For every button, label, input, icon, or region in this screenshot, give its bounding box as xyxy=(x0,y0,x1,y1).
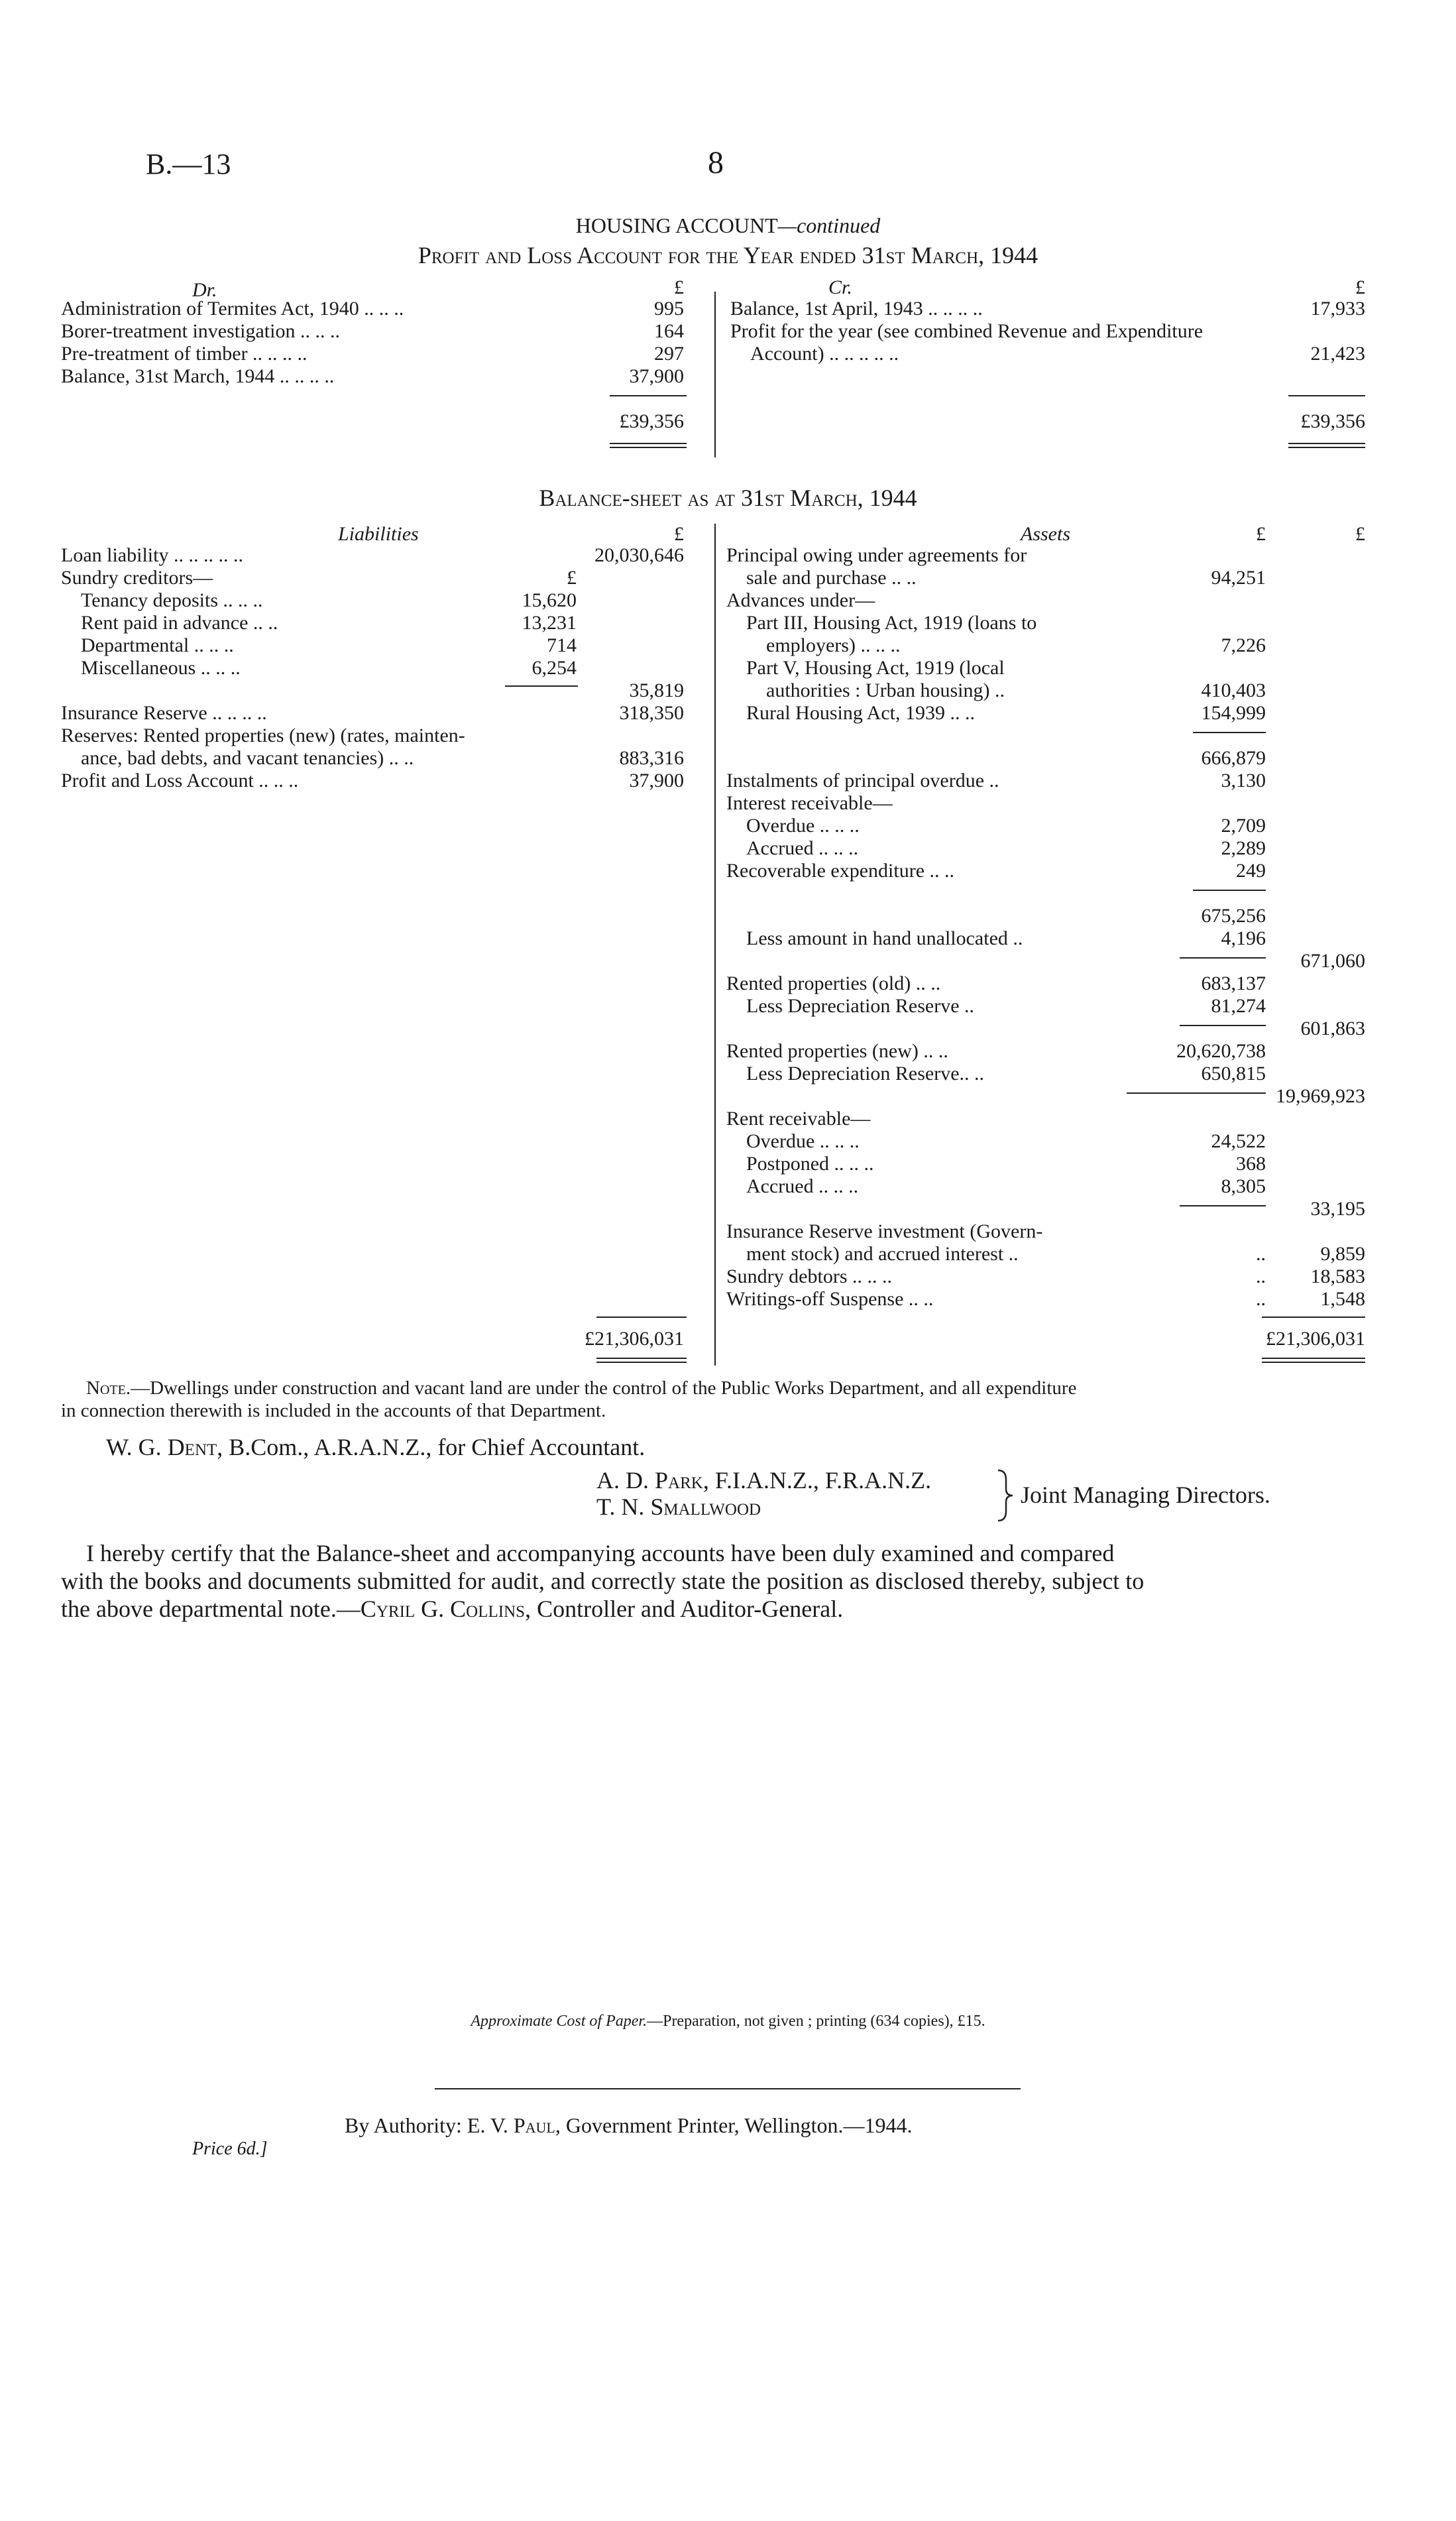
asset-label: Less Depreciation Reserve.. .. xyxy=(746,1063,985,1085)
cr-row-label: Account) .. .. .. .. .. xyxy=(750,343,899,365)
asset-label: Rent receivable— xyxy=(726,1108,871,1130)
joint-managing-directors: Joint Managing Directors. xyxy=(1021,1482,1270,1508)
liability-sub: 714 xyxy=(547,634,577,656)
certificate-line-2: with the books and documents submitted for audit, and correctly state the position as disclosed thereby, subject to xyxy=(61,1568,1145,1594)
assets-sub-currency: £ xyxy=(1256,523,1266,545)
asset-sub: 94,251 xyxy=(1211,567,1266,589)
liability-label: Sundry creditors— xyxy=(61,567,213,589)
liability-label: ance, bad debts, and vacant tenancies) .. .. xyxy=(81,747,414,769)
advances-rule xyxy=(1193,732,1266,733)
balance-sheet-title: Balance-sheet as at 31st March, 1944 xyxy=(539,485,917,511)
certificate-line-1: I hereby certify that the Balance-sheet and accompanying accounts have been duly examined and compared xyxy=(86,1540,1115,1566)
liability-label: Insurance Reserve .. .. .. .. xyxy=(61,702,267,724)
dr-row-value: 164 xyxy=(654,320,684,342)
dr-row-value: 995 xyxy=(654,298,684,320)
asset-value: 9,859 xyxy=(1320,1243,1365,1265)
asset-label: employers) .. .. .. xyxy=(766,634,901,656)
certificate-line-3: the above departmental note.—Cyril G. Collins, Controller and Auditor-General. xyxy=(61,1596,844,1622)
liab-total-rule xyxy=(596,1317,687,1318)
dr-subtotal-rule xyxy=(610,395,687,396)
asset-label: Accrued .. .. .. xyxy=(746,837,859,859)
price: Price 6d.] xyxy=(192,2139,268,2159)
asset-label: Instalments of principal overdue .. xyxy=(726,770,999,791)
dr-currency: £ xyxy=(674,276,684,298)
liability-value: 318,350 xyxy=(619,702,684,724)
document-reference: B.—13 xyxy=(146,148,231,180)
asset-label: ment stock) and accrued interest .. xyxy=(746,1243,1019,1265)
asset-label: Less Depreciation Reserve .. xyxy=(746,995,975,1017)
asset-label: Part III, Housing Act, 1919 (loans to xyxy=(746,612,1037,634)
liability-sub: 15,620 xyxy=(522,589,577,611)
asset-label: Rural Housing Act, 1939 .. .. xyxy=(746,702,975,724)
asset-value: 671,060 xyxy=(1300,950,1365,972)
note-line-1: Note.—Dwellings under construction and vacant land are under the control of the Public Works Department, and all expenditure xyxy=(86,1378,1077,1399)
cr-label: Cr. xyxy=(828,276,852,298)
dr-row-label: Balance, 31st March, 1944 .. .. .. .. xyxy=(61,365,335,387)
cr-total: £39,356 xyxy=(1300,410,1365,432)
asset-value: 19,969,923 xyxy=(1276,1085,1365,1107)
asset-sub: 81,274 xyxy=(1211,995,1266,1017)
liability-label: Rent paid in advance .. .. xyxy=(81,612,278,634)
page-number: 8 xyxy=(708,145,724,180)
asset-value: 601,863 xyxy=(1300,1018,1365,1039)
director-1-signature: A. D. Park, F.I.A.N.Z., F.R.A.N.Z. xyxy=(596,1467,932,1494)
cr-total-double-rule xyxy=(1288,443,1365,448)
liability-label: Miscellaneous .. .. .. xyxy=(81,657,241,679)
liabilities-total: £21,306,031 xyxy=(585,1328,684,1350)
dr-row-label: Administration of Termites Act, 1940 .. .. .. xyxy=(61,298,404,320)
dr-row-value: 37,900 xyxy=(629,365,684,387)
dr-total-double-rule xyxy=(610,443,687,448)
liability-value: 37,900 xyxy=(629,770,684,791)
cr-row-label: Balance, 1st April, 1943 .. .. .. .. xyxy=(730,298,983,320)
new-properties-rule xyxy=(1127,1092,1266,1094)
asset-label: Interest receivable— xyxy=(726,792,893,814)
asset-sub: 410,403 xyxy=(1201,679,1266,701)
note-line-2: in connection therewith is included in the accounts of that Department. xyxy=(61,1400,606,1421)
printer-authority: By Authority: E. V. Paul, Government Printer, Wellington.—1944. xyxy=(345,2113,913,2137)
assets-currency: £ xyxy=(1355,523,1365,545)
liability-value: 883,316 xyxy=(619,747,684,769)
liability-sub: 13,231 xyxy=(522,612,577,634)
asset-sub: 20,620,738 xyxy=(1176,1040,1266,1062)
rent-receivable-rule xyxy=(1180,1205,1266,1206)
liability-label: Reserves: Rented properties (new) (rates, mainten- xyxy=(61,725,465,746)
asset-label: Less amount in hand unallocated .. xyxy=(746,927,1023,949)
asset-label: Sundry debtors .. .. .. xyxy=(726,1265,892,1287)
cr-row-value: 17,933 xyxy=(1310,298,1365,320)
liability-sub: 6,254 xyxy=(532,657,577,679)
liabilities-heading: Liabilities xyxy=(338,523,419,545)
asset-sub: 683,137 xyxy=(1201,972,1266,994)
dr-row-label: Borer-treatment investigation .. .. .. xyxy=(61,320,340,342)
asset-sub: 7,226 xyxy=(1221,634,1266,656)
cr-row-label: Profit for the year (see combined Revenue and Expenditure xyxy=(730,320,1204,342)
brace-icon xyxy=(995,1468,1015,1523)
liab-total-double-rule xyxy=(596,1358,687,1363)
housing-account-title: HOUSING ACCOUNT—continued xyxy=(575,213,881,237)
asset-label: Accrued .. .. .. xyxy=(746,1175,859,1197)
assets-total: £21,306,031 xyxy=(1266,1328,1365,1350)
asset-label: Recoverable expenditure .. .. xyxy=(726,860,955,882)
asset-label: Writings-off Suspense .. .. xyxy=(726,1288,934,1310)
liability-value: 35,819 xyxy=(629,679,684,701)
asset-sub: 4,196 xyxy=(1221,927,1266,949)
asset-sub: 154,999 xyxy=(1201,702,1266,724)
asset-label: Insurance Reserve investment (Govern- xyxy=(726,1220,1043,1242)
asset-sub: .. xyxy=(1256,1288,1266,1310)
asset-sub: 650,815 xyxy=(1201,1063,1266,1085)
asset-sub: 675,256 xyxy=(1201,905,1266,927)
cr-row-value: 21,423 xyxy=(1310,343,1365,365)
profit-loss-title: Profit and Loss Account for the Year ended 31st March, 1944 xyxy=(418,242,1038,268)
asset-label: Overdue .. .. .. xyxy=(746,1130,860,1152)
assets-heading: Assets xyxy=(1021,523,1070,545)
profit-loss-divider xyxy=(714,292,716,457)
unallocated-rule xyxy=(1180,957,1266,959)
asset-value: 18,583 xyxy=(1310,1265,1365,1287)
balance-sheet-divider xyxy=(714,524,716,1366)
asset-sub: .. xyxy=(1256,1243,1266,1265)
asset-sub: 666,879 xyxy=(1201,747,1266,769)
liability-value: 20,030,646 xyxy=(594,544,684,566)
cr-subtotal-rule xyxy=(1288,395,1365,396)
subtotal-rule xyxy=(1193,890,1266,891)
asset-sub: 24,522 xyxy=(1211,1130,1266,1152)
asset-sub: 2,289 xyxy=(1221,837,1266,859)
assets-total-double-rule xyxy=(1262,1358,1365,1363)
asset-label: sale and purchase .. .. xyxy=(746,567,917,589)
liability-label: Departmental .. .. .. xyxy=(81,634,234,656)
liability-label: Profit and Loss Account .. .. .. xyxy=(61,770,299,791)
assets-total-rule xyxy=(1262,1317,1365,1318)
cr-currency: £ xyxy=(1355,276,1365,298)
sundry-creditors-rule xyxy=(505,685,578,687)
asset-label: Rented properties (old) .. .. xyxy=(726,972,941,994)
asset-label: Rented properties (new) .. .. xyxy=(726,1040,948,1062)
asset-sub: .. xyxy=(1256,1265,1266,1287)
asset-label: authorities : Urban housing) .. xyxy=(766,679,1005,701)
asset-sub: 368 xyxy=(1236,1153,1266,1175)
cost-of-paper: Approximate Cost of Paper.—Preparation, not given ; printing (634 copies), £15. xyxy=(471,2013,985,2030)
asset-sub: 2,709 xyxy=(1221,815,1266,837)
asset-label: Advances under— xyxy=(726,589,875,611)
old-properties-rule xyxy=(1180,1025,1266,1026)
asset-label: Postponed .. .. .. xyxy=(746,1153,874,1175)
asset-sub: 249 xyxy=(1236,860,1266,882)
accountant-signature: W. G. Dent, B.Com., A.R.A.N.Z., for Chief Accountant. xyxy=(106,1434,645,1460)
dr-row-label: Pre-treatment of timber .. .. .. .. xyxy=(61,343,308,365)
footer-rule xyxy=(435,2088,1021,2089)
asset-label: Overdue .. .. .. xyxy=(746,815,860,837)
dr-label: Dr. xyxy=(192,279,217,301)
dr-row-value: 297 xyxy=(654,343,684,365)
liability-sub-currency: £ xyxy=(567,567,577,589)
director-2-signature: T. N. Smallwood xyxy=(596,1494,761,1520)
asset-value: 33,195 xyxy=(1310,1198,1365,1220)
dr-total: £39,356 xyxy=(619,410,684,432)
liability-label: Tenancy deposits .. .. .. xyxy=(81,589,263,611)
asset-value: 1,548 xyxy=(1320,1288,1365,1310)
liability-label: Loan liability .. .. .. .. .. xyxy=(61,544,243,566)
asset-sub: 3,130 xyxy=(1221,770,1266,791)
asset-sub: 8,305 xyxy=(1221,1175,1266,1197)
liabilities-currency: £ xyxy=(674,523,684,545)
asset-label: Principal owing under agreements for xyxy=(726,544,1027,566)
asset-label: Part V, Housing Act, 1919 (local xyxy=(746,657,1005,679)
